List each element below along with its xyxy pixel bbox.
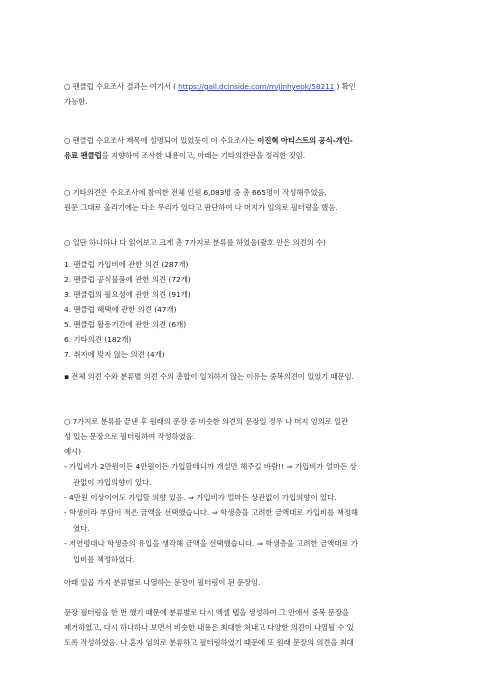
paragraph-text: 을 지향하여 조사한 내용이고, 아래는 기타의견란을 정리한 것임. xyxy=(101,151,305,160)
example-label: 예시) xyxy=(64,447,81,456)
paragraph-line: ○ 일단 하나하나 다 읽어보고 크게 총 7가지로 분류를 하였음(괄호 안은 의견의 수) xyxy=(64,238,326,247)
paragraph-line: 문장 필터링을 한 번 했기 때문에 분류별로 다시 엑셀 탭을 생성하여 그 안에서 중복 문장을 xyxy=(64,608,349,617)
paragraph-line xyxy=(64,148,424,164)
survey-link-paragraph xyxy=(64,79,424,95)
note-line: ▪ 전체 의견 수와 분류별 의견 수의 총합이 일치하지 않는 이유는 중복의견이 있었기 때문임. xyxy=(64,372,354,381)
paragraph-line: ○ 기타의견은 수요조사에 참여한 전체 인원 6,083명 중 총 665명이 작성해주었음. xyxy=(64,188,327,197)
paragraph-line: 원문 그대로 올리기에는 다소 무리가 있다고 판단하여 나 머지가 임의로 필터링을 했음. xyxy=(64,203,338,212)
paragraph-line: 성 있는 문장으로 필터링하여 작성하였음. xyxy=(64,432,195,441)
paragraph-line: 제거하였고, 다시 하나하나 보면서 비슷한 내용은 최대한 쳐내고 다양한 의견이 나열될 수 있 xyxy=(64,623,354,632)
example-item xyxy=(64,536,422,567)
example-line: 관없이 가입의향이 있다. xyxy=(73,477,152,487)
paragraph-line: 도록 작성하였음. 나 혼자 임의로 분류하고 필터링하였기 때문에 또 원래 문장의 의견을 최대 xyxy=(64,638,354,647)
paragraph-text: ○ 팬클럽 수요조사 결과는 여기서 ( xyxy=(64,82,179,91)
example-line: 였다. xyxy=(73,523,90,533)
paragraph-text: ) 확인 xyxy=(334,82,356,91)
list-item: 4. 팬클럽 혜택에 관한 의견 (47개) xyxy=(64,305,177,314)
paragraph-line: 아래 일곱 가지 분류별로 나열하는 문장이 필터링이 된 문장임. xyxy=(64,578,261,587)
example-item xyxy=(64,490,422,506)
survey-purpose-paragraph xyxy=(64,133,424,149)
survey-result-link[interactable]: https://gall.dcinside.com/m/jinhyeok/58211 xyxy=(178,82,335,91)
paragraph-text: ○ 팬클럽 수요조사 제목에 설명되어 있었듯이 이 수요조사는 xyxy=(64,136,258,145)
list-item: 3. 팬클럽의 필요성에 관한 의견 (91개) xyxy=(64,290,191,299)
example-item xyxy=(64,505,422,536)
list-item: 2. 팬클럽 공식물품에 관한 의견 (72개) xyxy=(64,275,191,284)
bold-text: 이진혁 아티스트의 공식-개인- xyxy=(257,136,353,145)
list-item: 5. 팬클럽 활동기간에 관한 의견 (6개) xyxy=(64,320,187,329)
list-item: 1. 팬클럽 가입비에 관한 의견 (287개) xyxy=(64,260,189,269)
example-item xyxy=(64,459,422,490)
example-line: 입비를 책정하였다. xyxy=(73,554,135,564)
example-line: - 가입비가 2만원이든 4만원이든 가입할테니까 개설만 해주길 바람!! ⇒ 가입비가 얼마든 상 xyxy=(64,462,357,471)
example-line: - 4만원 이상이어도 가입할 의향 있음. ⇒ 가입비가 얼마든 상관없이 가입의향이 있다. xyxy=(64,493,337,502)
list-item: 6. 기타의견 (182개) xyxy=(64,335,132,344)
example-line: - 저연령대나 학생층의 유입을 생각해 금액을 선택했습니다. ⇒ 학생층을 고려한 금액대로 가 xyxy=(64,539,359,548)
bold-text: 유료 팬클럽 xyxy=(64,151,102,160)
paragraph-line: ○ 7가지로 분류를 끝낸 후 원래의 문장 중 비슷한 의견의 문장일 경우 나 머지 임의로 일관 xyxy=(64,417,349,426)
paragraph-line: 가능함. xyxy=(64,97,88,106)
list-item: 7. 취지에 맞지 않는 의견 (4개) xyxy=(64,350,165,359)
example-line: - 학생이라 부담이 적은 금액을 선택했습니다. ⇒ 학생층을 고려한 금액대로 가입비를 책정해 xyxy=(64,508,359,517)
